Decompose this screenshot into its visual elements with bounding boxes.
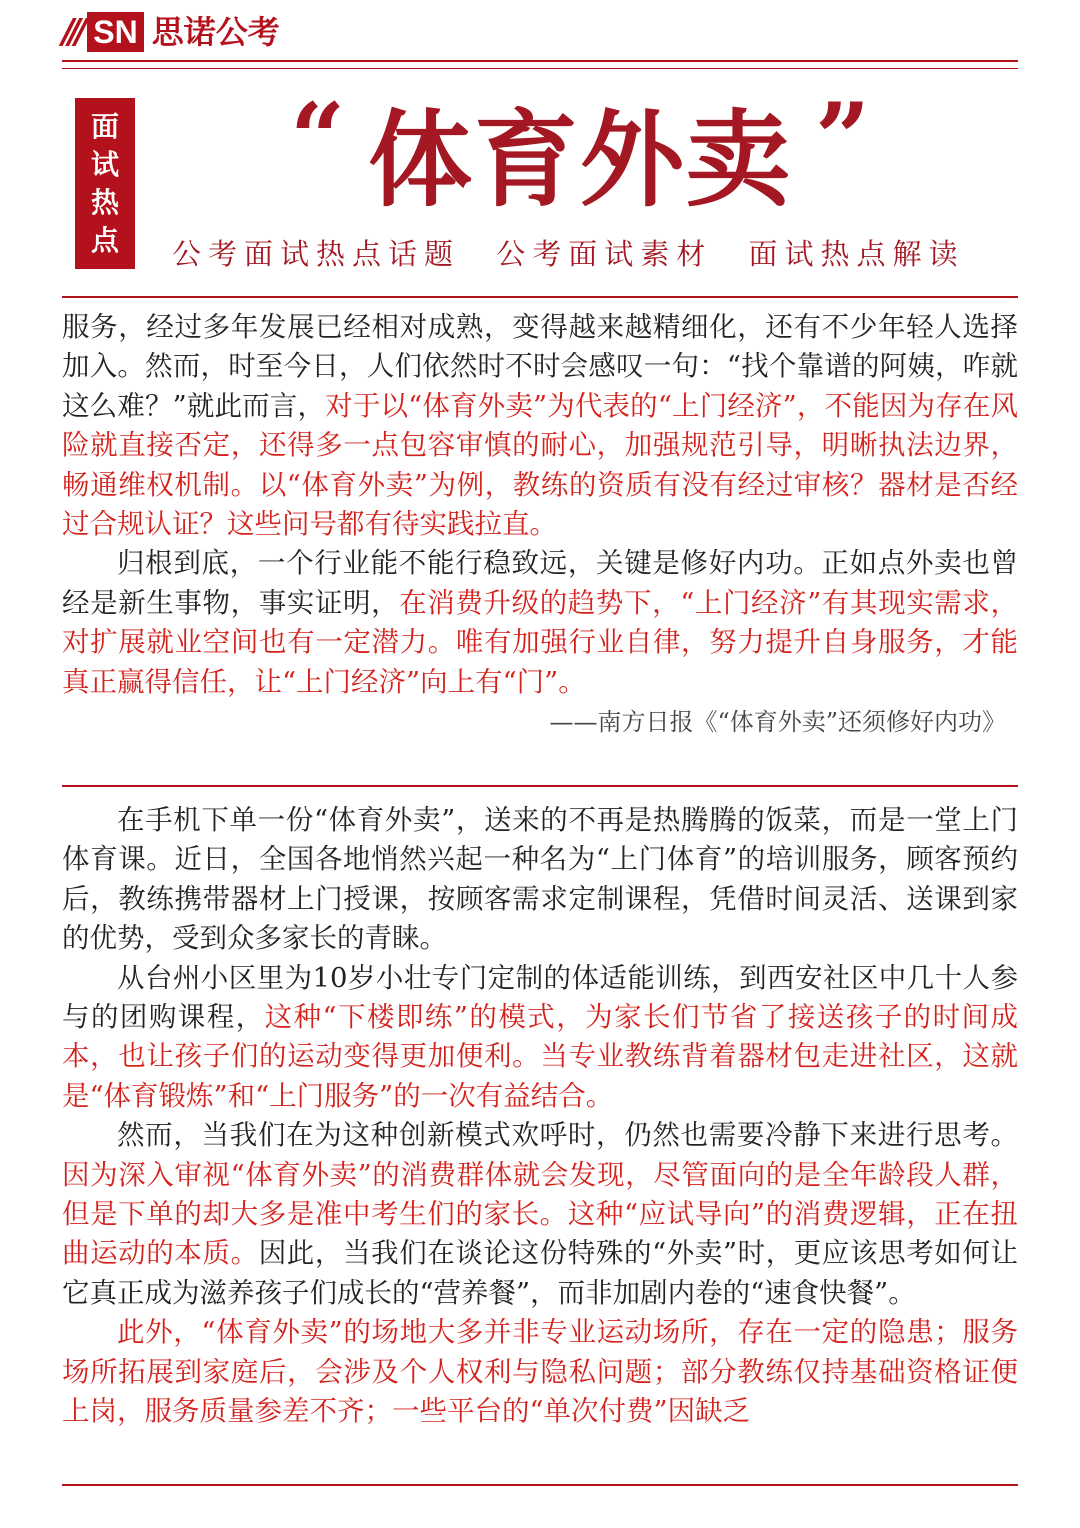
page-title [290, 82, 910, 228]
paragraph-text: 归根到底，一个行业能不能行稳致远，关键是修好内功。正如点外卖也曾经是新生事物，事实证明， [62, 547, 1018, 619]
logo-slashes-icon: /// [62, 12, 82, 52]
section2-body [62, 801, 1018, 1432]
subtitle-item: 公考面试素材 [496, 237, 713, 271]
paragraph-text: 服务，经过多年发展已经相对成熟，变得越来越精细化，还有不少年轻人选择加入。然而，时至今日，人们依然时不时会感叹一句：“找个靠谱的阿姨，咋就这么难？”就此而言， [62, 311, 1018, 422]
footer-divider [62, 1484, 1018, 1486]
highlighted-text: 因为深入审视“体育外卖”的消费群体就会发现，尽管面向的是全年龄段人群，但是下单的却大多是准中考生们的家长。这种“应试导向”的消费逻辑，正在扭曲运动的本质。 [62, 1158, 1018, 1270]
section1-body [62, 308, 1018, 702]
logo-mark: SN [87, 12, 143, 52]
title-open-quote: “ [290, 82, 346, 195]
section1-top-divider [62, 296, 1018, 298]
paragraph [62, 1116, 1018, 1313]
header-divider-thin [62, 68, 1018, 69]
paragraph-text: 因此，当我们在谈论这份特殊的“外卖”时，更应该思考如何让它真正成为滋养孩子们成长的“营养餐”，而非加剧内卷的“速食快餐”。 [62, 1237, 1018, 1309]
source-citation: ——南方日报《“体育外卖”还须修好内功》 [549, 708, 1006, 736]
subtitle-item: 公考面试热点话题 [172, 237, 461, 271]
tag-char: 面 [90, 109, 119, 143]
interview-hotspot-tag [75, 98, 135, 269]
highlighted-text: 对于以“体育外卖”为代表的“上门经济”，不能因为存在风险就直接否定，还得多一点包容审慎的耐心，加强规范引导，明晰执法边界，畅通维权机制。以“体育外卖”为例，教练的资质有没有经过审核？器材是否经过合规认证？这些问号都有待实践拉直。 [62, 389, 1019, 541]
logo [62, 8, 280, 56]
paragraph: 此外，“体育外卖”的场地大多并非专业运动场所，存在一定的隐患；服务场所拓展到家庭后，会涉及个人权利与隐私问题；部分教练仅持基础资格证便上岗，服务质量参差不齐；一些平台的“单次付费”因缺乏 [62, 1316, 1018, 1428]
tag-char: 热 [90, 185, 119, 219]
brand-name: 思诺公考 [151, 13, 280, 51]
paragraph [62, 544, 1018, 702]
tag-char: 试 [90, 147, 119, 181]
section2-top-divider [62, 785, 1018, 787]
paragraph: 在手机下单一份“体育外卖”，送来的不再是热腾腾的饭菜，而是一堂上门体育课。近日，全国各地悄然兴起一种名为“上门体育”的培训服务，顾客预约后，教练携带器材上门授课，按顾客需求定制课程，凭借时间灵活、送课到家的优势，受到众多家长的青睐。 [62, 804, 1018, 955]
paragraph-text: 然而，当我们在为这种创新模式欢呼时，仍然也需要冷静下来进行思考。 [117, 1119, 1018, 1152]
paragraph [62, 308, 1018, 544]
subtitle [172, 232, 984, 273]
title-close-quote: ” [815, 82, 871, 195]
highlighted-text: 在消费升级的趋势下，“上门经济”有其现实需求，对扩展就业空间也有一定潜力。唯有加强行业自律，努力提升自身服务，才能真正赢得信任，让“上门经济”向上有“门”。 [62, 586, 1019, 698]
highlighted-text: 这种“下楼即练”的模式，为家长们节省了接送孩子的时间成本，也让孩子们的运动变得更加便利。当专业教练背着器材包走进社区，这就是“体育锻炼”和“上门服务”的一次有益结合。 [62, 1001, 1018, 1112]
title-text: 体育外卖 [368, 99, 793, 221]
paragraph [62, 959, 1018, 1117]
tag-char: 点 [90, 223, 119, 257]
paragraph-text: 从台州小区里为10岁小壮专门定制的体适能训练，到西安社区中几十人参与的团购课程， [62, 961, 1018, 1034]
header-divider [62, 60, 1018, 62]
subtitle-item: 面试热点解读 [748, 237, 965, 271]
